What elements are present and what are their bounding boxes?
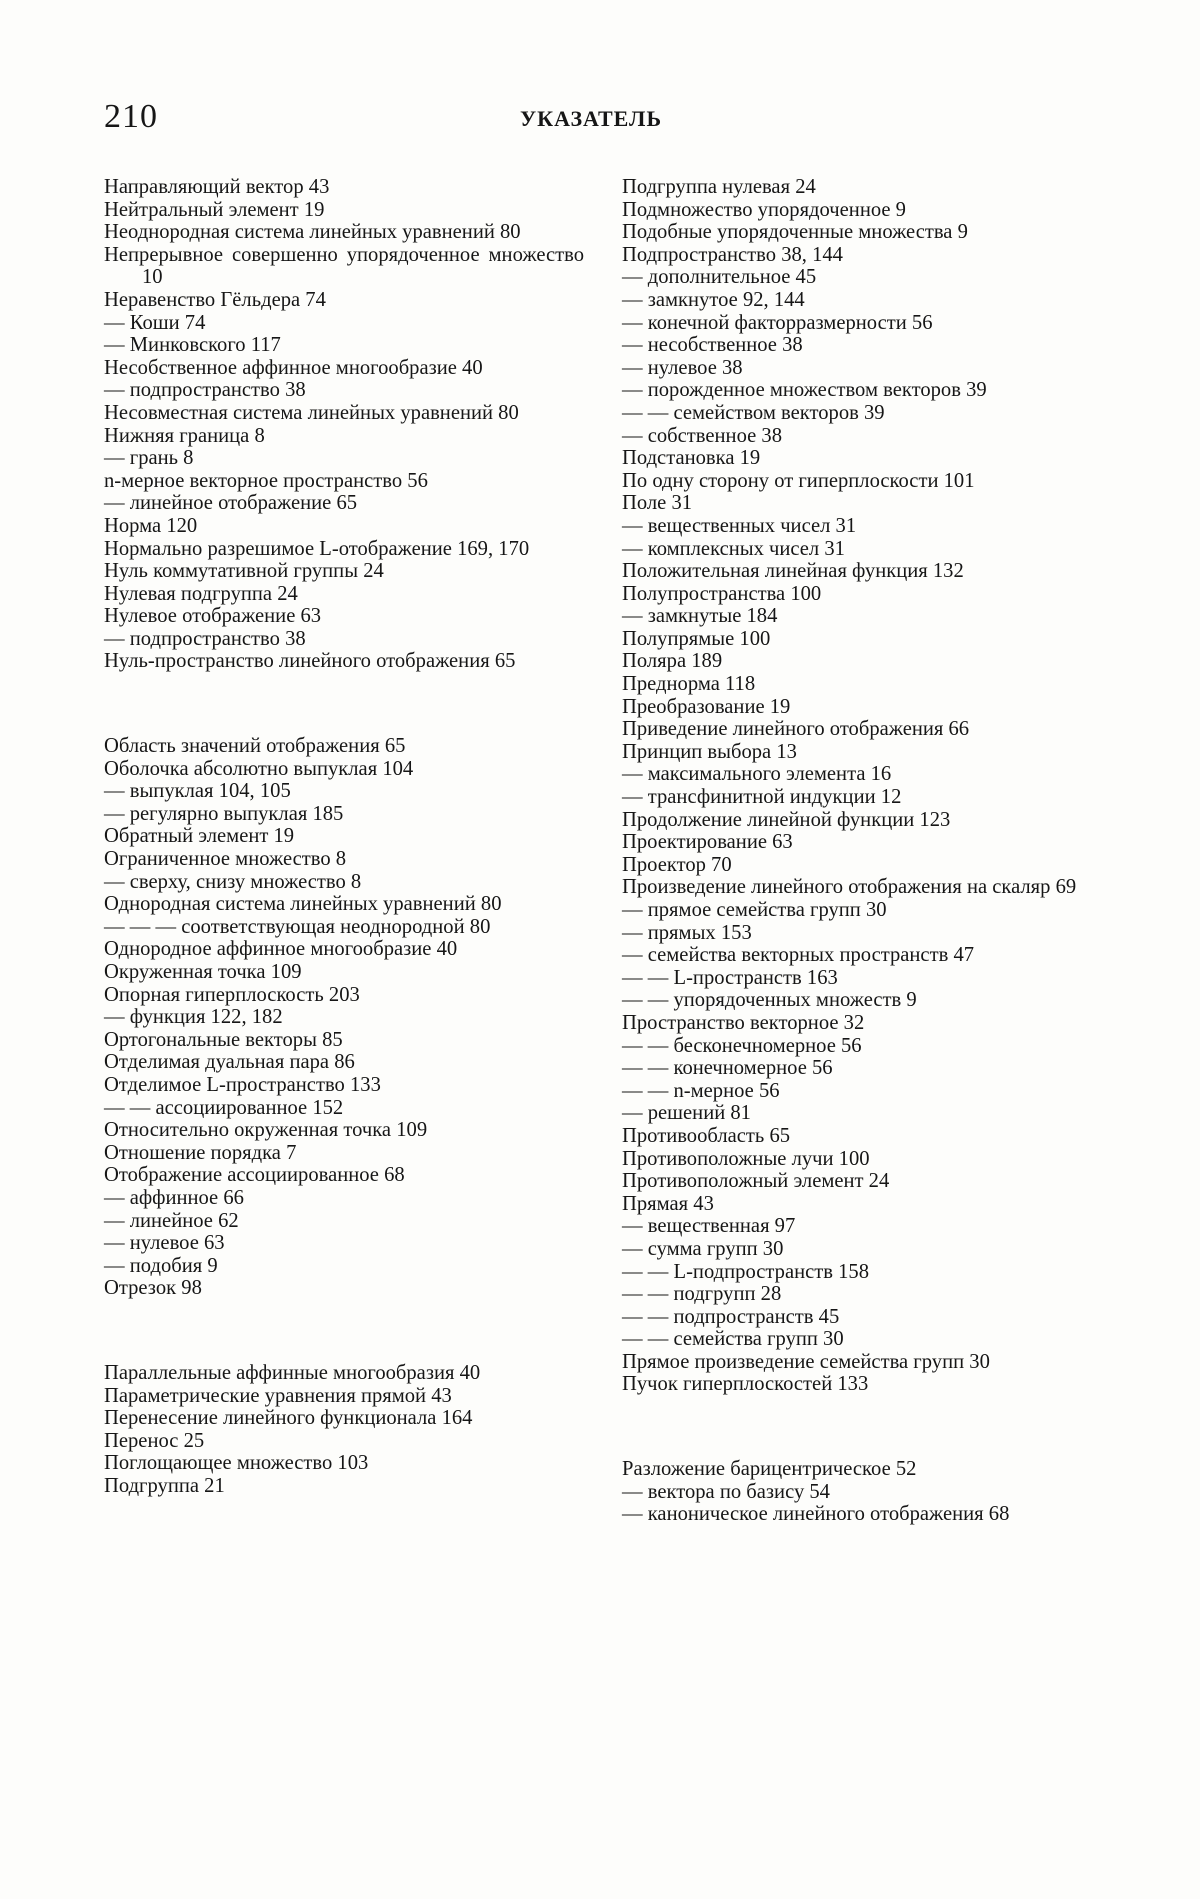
index-entry: Противоположный элемент 24: [622, 1170, 890, 1193]
index-entry: — линейное 62: [104, 1209, 239, 1232]
index-group-o: [104, 735, 584, 1300]
index-entry: Принцип выбора 13: [622, 740, 797, 763]
index-entry: — грань 8: [104, 447, 194, 470]
index-entry: — несобственное 38: [622, 334, 803, 357]
index-entry: Однородная система линейных уравнений 80: [104, 893, 502, 916]
index-entry: — — подгрупп 28: [622, 1283, 782, 1306]
index-entry: — замкнутое 92, 144: [622, 288, 805, 311]
index-entry: Подстановка 19: [622, 447, 761, 470]
index-entry: — Минковского 117: [104, 334, 281, 357]
index-entry: Ограниченное множество 8: [104, 848, 347, 871]
index-entry: Подобные упорядоченные множества 9: [622, 221, 968, 244]
index-entry: Несовместная система линейных уравнений 80: [104, 401, 519, 424]
index-group-p-cont: [622, 176, 1104, 1396]
index-entry: Положительная линейная функция 132: [622, 560, 964, 583]
index-entry: Обратный элемент 19: [104, 825, 295, 848]
index-entry: — линейное отображение 65: [104, 492, 358, 515]
index-column-left: [104, 176, 584, 1497]
index-entry: — подобия 9: [104, 1254, 218, 1277]
index-entry: Неоднородная система линейных уравнений 80: [104, 221, 521, 244]
index-entry: — конечной факторразмерности 56: [622, 311, 933, 334]
index-entry: — — бесконечномерное 56: [622, 1034, 862, 1057]
index-entry: — — конечномерное 56: [622, 1057, 833, 1080]
index-entry: Проектор 70: [622, 853, 732, 876]
index-entry: Отношение порядка 7: [104, 1141, 297, 1164]
index-entry: Нулевая подгруппа 24: [104, 582, 298, 605]
index-entry: Однородное аффинное многообразие 40: [104, 938, 458, 961]
index-entry: Несобственное аффинное многообразие 40: [104, 356, 483, 379]
index-entry: Нормально разрешимое L-отображение 169, 170: [104, 537, 530, 560]
index-entry: — порожденное множеством векторов 39: [622, 379, 987, 402]
index-entry: — каноническое линейного отображения 68: [622, 1503, 1010, 1526]
index-entry: Отрезок 98: [104, 1277, 202, 1300]
index-entry: Отображение ассоциированное 68: [104, 1164, 405, 1187]
index-entry: Преобразование 19: [622, 695, 791, 718]
index-entry: Приведение линейного отображения 66: [622, 718, 970, 741]
index-entry: Поглощающее множество 103: [104, 1452, 369, 1475]
index-entry: — трансфинитной индукции 12: [622, 786, 902, 809]
index-entry: — вещественная 97: [622, 1215, 796, 1238]
group-spacer: [104, 673, 584, 735]
index-entry: Ортогональные векторы 85: [104, 1028, 343, 1051]
index-entry: Направляющий вектор 43: [104, 176, 330, 198]
index-entry: — регулярно выпуклая 185: [104, 802, 344, 825]
index-entry: Пространство векторное 32: [622, 1011, 865, 1034]
index-entry: — сумма групп 30: [622, 1237, 784, 1260]
index-entry: Окруженная точка 109: [104, 961, 302, 983]
index-entry: Полупространства 100: [622, 582, 822, 605]
index-entry: Параметрические уравнения прямой 43: [104, 1384, 452, 1407]
page-number: 210: [104, 98, 158, 135]
index-entry: Подгруппа 21: [104, 1474, 225, 1497]
index-entry: — — ассоциированное 152: [104, 1096, 344, 1119]
index-entry: Подгруппа нулевая 24: [622, 176, 816, 198]
index-entry: — — L-подпространств 158: [622, 1260, 870, 1283]
index-entry: — нулевое 38: [622, 356, 743, 379]
index-entry: — нулевое 63: [104, 1232, 225, 1255]
index-entry: Пучок гиперплоскостей 133: [622, 1373, 869, 1396]
index-entry: Противоположные лучи 100: [622, 1147, 870, 1170]
running-title: УКАЗАТЕЛЬ: [520, 106, 662, 131]
index-entry: — комплексных чисел 31: [622, 537, 845, 560]
index-entry: — аффинное 66: [104, 1186, 244, 1209]
index-entry: — сверху, снизу множество 8: [104, 870, 362, 893]
index-entry: Перенос 25: [104, 1429, 205, 1452]
index-column-right: [622, 176, 1104, 1526]
index-entry: — прямых 153: [622, 921, 752, 944]
index-group-r: [622, 1458, 1104, 1526]
index-entry: Поле 31: [622, 492, 693, 515]
index-entry: Поляра 189: [622, 650, 723, 673]
index-entry: Относительно окруженная точка 109: [104, 1119, 428, 1142]
index-entry: Подмножество упорядоченное 9: [622, 198, 906, 221]
index-entry: Проектирование 63: [622, 831, 793, 854]
index-entry: — — подпространств 45: [622, 1305, 840, 1328]
index-entry: Непрерывное совершенно упорядоченное множество 10: [104, 243, 584, 289]
index-entry: Подпространство 38, 144: [622, 243, 843, 266]
index-entry: Преднорма 118: [622, 673, 756, 696]
index-entry: Опорная гиперплоскость 203: [104, 983, 360, 1006]
index-entry: Нейтральный элемент 19: [104, 198, 325, 221]
index-entry: — семейства векторных пространств 47: [622, 944, 975, 967]
index-entry: — прямое семейства групп 30: [622, 899, 887, 921]
index-entry: — максимального элемента 16: [622, 763, 892, 786]
index-entry: — — упорядоченных множеств 9: [622, 989, 917, 1012]
index-entry: Параллельные аффинные многообразия 40: [104, 1361, 481, 1384]
index-entry: Прямое произведение семейства групп 30: [622, 1350, 990, 1373]
index-entry: — функция 122, 182: [104, 1006, 283, 1029]
index-entry: — — — соответствующая неоднородной 80: [104, 915, 491, 938]
index-entry: — — семейством векторов 39: [622, 401, 885, 424]
index-entry: Прямая 43: [622, 1192, 714, 1215]
index-entry: Противообласть 65: [622, 1124, 791, 1147]
index-entry: Перенесение линейного функционала 164: [104, 1407, 473, 1430]
index-entry: — — семейства групп 30: [622, 1328, 844, 1351]
index-entry: Нулевое отображение 63: [104, 605, 322, 628]
index-entry: Норма 120: [104, 514, 198, 537]
group-spacer: [104, 1300, 584, 1362]
index-entry: Разложение барицентрическое 52: [622, 1458, 917, 1481]
index-entry: — подпространство 38: [104, 379, 306, 402]
index-entry: Произведение линейного отображения на скаляр 69: [622, 876, 1077, 899]
index-entry: — дополнительное 45: [622, 266, 817, 289]
index-entry: По одну сторону от гиперплоскости 101: [622, 469, 975, 492]
index-entry: — — L-пространств 163: [622, 966, 838, 989]
index-entry: Нуль коммутативной группы 24: [104, 560, 384, 583]
index-entry: Область значений отображения 65: [104, 735, 406, 758]
index-entry: Неравенство Гёльдера 74: [104, 288, 326, 311]
index-entry: Полупрямые 100: [622, 627, 771, 650]
index-entry: Отделимая дуальная пара 86: [104, 1051, 355, 1074]
index-entry: n-мерное векторное пространство 56: [104, 469, 428, 492]
index-entry: Продолжение линейной функции 123: [622, 808, 951, 831]
index-entry: — подпространство 38: [104, 627, 306, 650]
index-group-p: [104, 1362, 584, 1498]
index-entry: Отделимое L-пространство 133: [104, 1073, 381, 1096]
index-entry: Нуль-пространство линейного отображения 65: [104, 650, 516, 673]
index-entry: — собственное 38: [622, 424, 783, 447]
index-entry: — — n-мерное 56: [622, 1079, 780, 1102]
index-group-n: [104, 176, 584, 673]
index-entry: Нижняя граница 8: [104, 424, 265, 447]
index-entry: — Коши 74: [104, 311, 206, 334]
group-spacer: [622, 1396, 1104, 1458]
index-entry: — вещественных чисел 31: [622, 514, 857, 537]
index-entry: — замкнутые 184: [622, 605, 778, 628]
index-entry: — выпуклая 104, 105: [104, 780, 291, 803]
index-entry: Оболочка абсолютно выпуклая 104: [104, 757, 414, 780]
index-entry: — вектора по базису 54: [622, 1480, 830, 1503]
index-entry: — решений 81: [622, 1102, 751, 1125]
